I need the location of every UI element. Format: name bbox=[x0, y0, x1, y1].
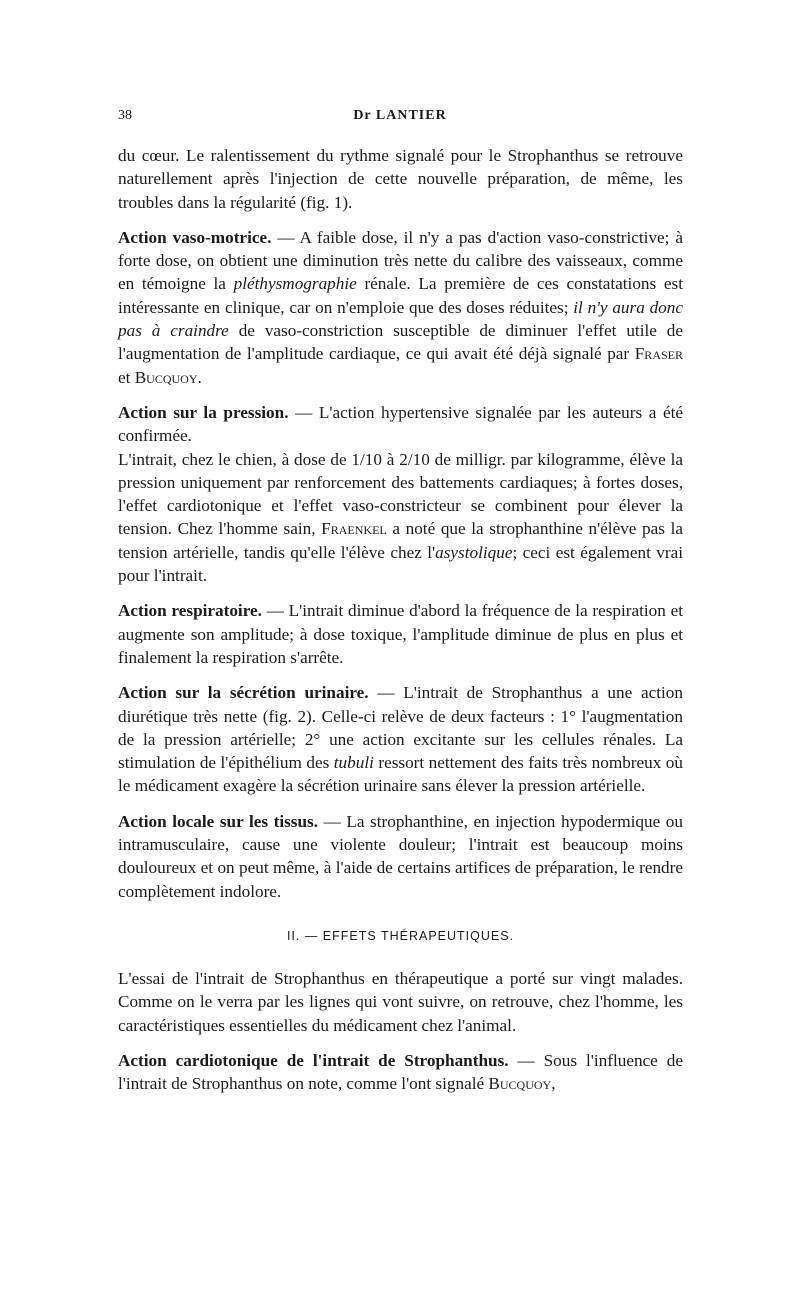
author-name: Fraenkel bbox=[321, 519, 387, 539]
page-number: 38 bbox=[118, 108, 132, 123]
paragraph-action-locale: Action locale sur les tissus. — La strophanthine, en injection hypodermique ou intramusculaire, cause une violente douleur; l'intrait est beaucoup moins douloureux et on peut même, à l'aide de certains artifices de préparation, le rendre complètement indolore. bbox=[118, 811, 683, 901]
paragraph-cardiotonique: Action cardiotonique de l'intrait de Strophanthus. — Sous l'influence de l'intrait de Strophanthus on note, comme l'ont signalé Bucquoy, bbox=[118, 1050, 683, 1094]
body-text bbox=[118, 144, 683, 1095]
lead-cardiotonique: Action cardiotonique de l'intrait de Strophanthus. bbox=[118, 1050, 509, 1070]
italic-term: pléthysmographie bbox=[233, 274, 357, 294]
lead-respiratoire: Action respiratoire. bbox=[118, 601, 262, 621]
italic-term: asystolique bbox=[435, 542, 513, 562]
lead-vaso-motrice: Action vaso-motrice. bbox=[118, 227, 272, 247]
paragraph-essai: L'essai de l'intrait de Strophanthus en thérapeutique a porté sur vingt malades. Comme on le verra par les lignes qui vont suivre, on retrouve, chez l'homme, les caractéristiques essentielles du médicament chez l'animal. bbox=[118, 968, 683, 1035]
paragraph-continuation: du cœur. Le ralentissement du rythme signalé pour le Strophanthus se retrouve naturellement après l'injection de cette nouvelle préparation, de même, les troubles dans la régularité (fig. 1). bbox=[118, 146, 683, 212]
paragraph-intrait-chien: L'intrait, chez le chien, à dose de 1/10 à 2/10 de milligr. par kilogramme, élève la pression uniquement par renforcement des battements cardiaques; à fortes doses, l'effet cardiotonique et l'effet vaso-constricteur se combinent pour élever la tension. Chez l'homme sain, Fraenkel a noté que la strophanthine n'élève pas la tension artérielle, tandis qu'elle l'élève chez l'asystolique; ceci est également vrai pour l'intrait. bbox=[118, 449, 683, 586]
author-name: Bucquoy bbox=[134, 367, 198, 387]
lead-action-locale: Action locale sur les tissus. bbox=[118, 811, 319, 831]
italic-phrase: il n'y aura donc pas à craindre bbox=[118, 297, 683, 341]
paragraph-secretion-urinaire: Action sur la sécrétion urinaire. — L'intrait de Strophanthus a une action diurétique très nette (fig. 2). Celle-ci relève de deux facteurs : 1° l'augmentation de la pression artérielle; 2° une action excitante sur les cellules rénales. La stimulation de l'épithélium des tubuli ressort nettement des faits très nombreux où le médicament exagère la sécrétion urinaire sans élever la pression artérielle. bbox=[118, 683, 683, 796]
paragraph-vaso-motrice: Action vaso-motrice. — A faible dose, il n'y a pas d'action vaso-constrictive; à forte dose, on obtient une diminution très nette du calibre des vaisseaux, comme en témoigne la pléthysmographie rénale. La première de ces constatations est intéressante en clinique, car on n'emploie que des doses réduites; il n'y aura donc pas à craindre de vaso-constriction susceptible de diminuer l'effet utile de l'augmentation de l'amplitude cardiaque, ce qui avait été déjà signalé par Fraser et Bucquoy. bbox=[118, 227, 683, 387]
running-title: Dr LANTIER bbox=[353, 108, 447, 123]
section-heading: II. — EFFETS THÉRAPEUTIQUES. bbox=[286, 928, 515, 943]
paragraph-respiratoire: Action respiratoire. — L'intrait diminue d'abord la fréquence de la respiration et augmente son amplitude; à dose toxique, l'amplitude diminue de plus en plus et finalement la respiration s'arrête. bbox=[118, 601, 683, 667]
lead-secretion-urinaire: Action sur la sécrétion urinaire. bbox=[118, 683, 369, 703]
italic-term: tubuli bbox=[333, 753, 374, 773]
page-header bbox=[0, 108, 800, 128]
paragraph-pression: Action sur la pression. — L'action hypertensive signalée par les auteurs a été confirmée. bbox=[118, 402, 684, 446]
author-name: Fraser bbox=[634, 344, 683, 364]
lead-pression: Action sur la pression. bbox=[118, 402, 289, 422]
author-name: Bucquoy bbox=[488, 1074, 552, 1094]
